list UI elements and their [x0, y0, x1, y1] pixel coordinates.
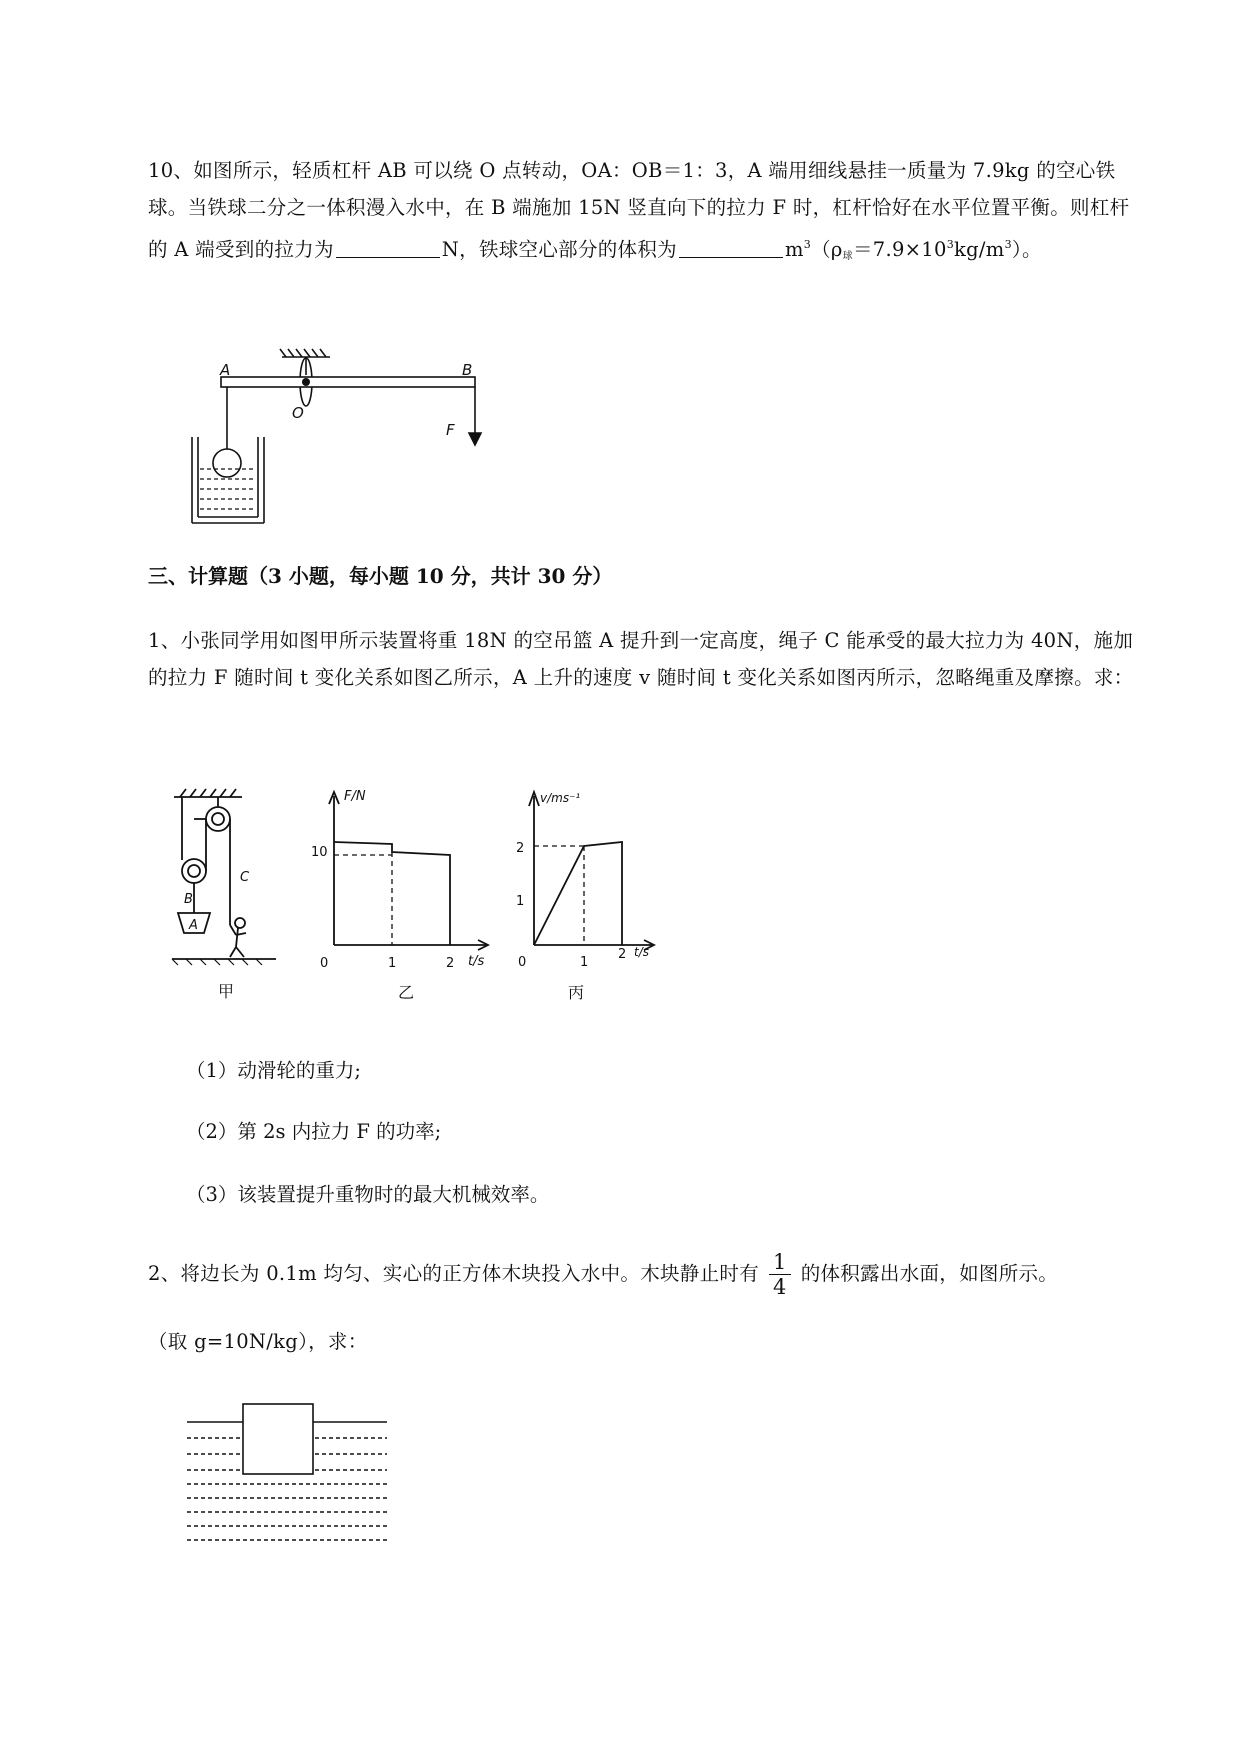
label-b: B [184, 892, 193, 907]
label-a: A [189, 918, 198, 933]
label-f: F [446, 421, 455, 439]
caption-bing: 丙 [568, 983, 585, 1002]
q2-text-a: 2、将边长为 0.1m 均匀、实心的正方体木块投入水中。木块静止时有 [148, 1262, 760, 1285]
q10-f-exp: 3 [1004, 238, 1012, 251]
ylabel: F/N [344, 789, 366, 804]
pulley-figure [172, 785, 282, 1005]
xlabel: t/s [634, 945, 649, 959]
xtick-1: 1 [580, 955, 589, 970]
caption-yi: 乙 [398, 983, 415, 1002]
list-item: （3）该装置提升重物时的最大机械效率。 [186, 1183, 550, 1206]
q10-text-a: 10、如图所示，轻质杠杆 AB 可以绕 O 点转动，OA：OB＝1：3，A 端用细线悬挂一质量为 7.9kg 的空心铁球。当铁球二分之一体积漫入水中，在 B 端施加 15N 竖直向下的拉力 F 时，杠杆恰好在水平位置平衡。则杠杆的 A 端受到的拉力为 [148, 159, 1130, 261]
label-c: C [240, 870, 250, 885]
xtick-1: 1 [388, 956, 397, 971]
answer-blank-2[interactable] [679, 235, 783, 258]
fraction-denominator: 4 [773, 1275, 787, 1299]
label-b: B [462, 361, 473, 379]
question-2-note: （取 g=10N/kg），求： [148, 1330, 368, 1353]
question-10-text [148, 152, 1143, 275]
label-a: A [220, 361, 231, 379]
caption-jia: 甲 [218, 982, 235, 1001]
ytick-2: 2 [516, 841, 525, 856]
xtick-2: 2 [446, 956, 455, 971]
q10-text-g: ）。 [1011, 238, 1042, 261]
xtick-2: 2 [618, 947, 627, 962]
origin: 0 [320, 956, 329, 971]
list-item: （1）动滑轮的重力; [186, 1059, 361, 1082]
force-time-graph [308, 780, 498, 1005]
q10-unit-exp: 3 [803, 238, 812, 251]
question-1-text: 1、小张同学用如图甲所示装置将重 18N 的空吊篮 A 提升到一定高度，绳子 C 能承受的最大拉力为 40N，施加的拉力 F 随时间 t 变化关系如图乙所示，A 上升的速度 v 随时间 t 变化关系如图丙所示，忽略绳重及摩擦。求： [148, 629, 1134, 689]
question-2-text [148, 1250, 1143, 1299]
block-in-water-figure [185, 1400, 405, 1550]
lever-figure [170, 345, 490, 535]
fraction-numerator: 1 [769, 1250, 791, 1275]
fraction [769, 1250, 791, 1299]
origin: 0 [518, 955, 527, 970]
list-item: （2）第 2s 内拉力 F 的功率; [186, 1120, 442, 1143]
ytick-1: 1 [516, 894, 525, 909]
q10-rho-sub: 球 [842, 251, 853, 262]
label-o: O [292, 404, 304, 422]
q10-unit: m [784, 238, 804, 261]
q10-text-e: ＝7.9×10 [852, 238, 947, 261]
ylabel: v/ms⁻¹ [540, 791, 581, 805]
xlabel: t/s [468, 954, 485, 969]
ytick-10: 10 [311, 845, 328, 860]
section-heading: 三、计算题（3 小题，每小题 10 分，共计 30 分） [148, 564, 613, 588]
velocity-time-graph [510, 780, 670, 1005]
q2-text-b: 的体积露出水面，如图所示。 [800, 1262, 1059, 1285]
answer-blank-1[interactable] [336, 235, 440, 258]
q10-text-f: kg/m [954, 238, 1005, 261]
q10-text-d: （ρ [811, 238, 843, 261]
q10-e-exp: 3 [946, 238, 955, 251]
q10-text-b: N，铁球空心部分的体积为 [441, 238, 677, 261]
